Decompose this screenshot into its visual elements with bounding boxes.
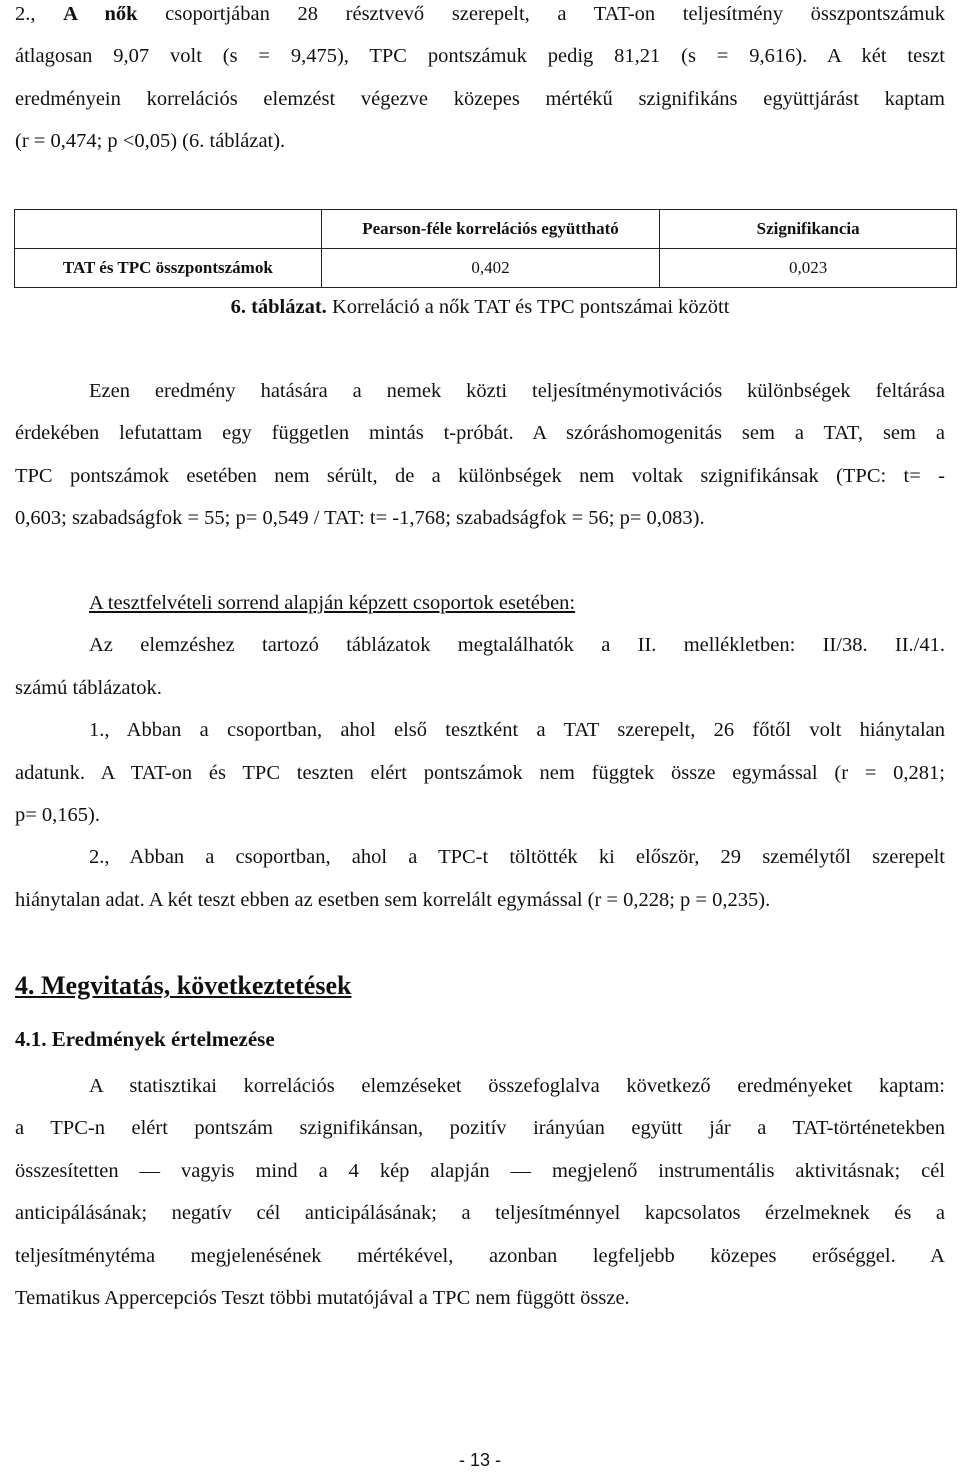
table-cell-pearson: 0,402 [321,249,660,288]
table-header-pearson: Pearson-féle korrelációs együttható [321,210,660,249]
paragraph-line: a TPC-n elért pontszám szignifikánsan, pozitív irányúan együtt jár a TAT-történetekben [15,1117,945,1140]
paragraph-line: 2., Abban a csoportban, ahol a TPC-t töltötték ki először, 29 személytől szerepelt [89,846,945,869]
table-header-significance: Szignifikancia [660,210,957,249]
table-row [15,249,957,288]
underlined-heading: A tesztfelvételi sorrend alapján képzett csoportok esetében: [89,592,576,614]
section-heading: 4. Megvitatás, következtetések [15,971,352,1000]
page-number: - 13 - [458,1450,501,1470]
paragraph-line: Ezen eredmény hatására a nemek közti teljesítménymotivációs különbségek feltárása [89,380,945,402]
item-number: 2., [15,3,64,25]
group-label: A nők [63,3,138,25]
paragraph-line: teljesítménytéma megjelenésének mértékével, azonban legfeljebb közepes erőséggel. A [15,1244,945,1267]
text-segment: csoportjában 28 résztvevő szerepelt, a TAT-on teljesítmény összpontszámuk [137,3,945,25]
paragraph-line: adatunk. A TAT-on és TPC teszten elért pontszámok nem függtek össze egymással (r = 0,281; [15,761,945,784]
paragraph-interpretation [15,1065,945,1319]
paragraph-line: átlagosan 9,07 volt (s = 9,475), TPC pontszámuk pedig 81,21 (s = 9,616). A két teszt [15,45,945,68]
paragraph-line: (r = 0,474; p <0,05) (6. táblázat). [15,130,286,153]
paragraph-line: 1., Abban a csoportban, ahol első tesztként a TAT szerepelt, 26 főtől volt hiánytalan [89,719,945,742]
table-row-label: TAT és TPC összpontszámok [15,249,322,288]
paragraph-line [15,582,945,624]
table-caption [0,292,960,322]
paragraph-line: Az elemzéshez tartozó táblázatok megtalálhatók a II. mellékletben: II/38. II./41. [89,634,945,657]
table-cell-significance: 0,023 [660,249,957,288]
correlation-table [14,209,957,288]
paragraph-line: TPC pontszámok esetében nem sérült, de a különbségek nem voltak szignifikánsak (TPC: t= - [15,464,945,487]
paragraph-line: eredményein korrelációs elemzést végezve közepes mértékű szignifikáns együttjárást kaptam [15,87,945,110]
caption-label: 6. táblázat. [230,296,327,318]
paragraph-line: Tematikus Appercepciós Teszt többi mutatójával a TPC nem függött össze. [15,1286,630,1309]
paragraph-line: p= 0,165). [15,803,101,826]
paragraph-line: hiánytalan adat. A két teszt ebben az esetben sem korrelált egymással (r = 0,228; p = 0,235). [15,888,771,911]
paragraph-women-results [15,0,945,163]
table-header-row [15,210,957,249]
paragraph-line [15,0,945,35]
paragraph-line: A statisztikai korrelációs elemzéseket összefoglalva következő eredményeket kaptam: [89,1075,945,1097]
paragraph-line: összesítetten — vagyis mind a 4 kép alapján — megjelenő instrumentális aktivitásnak; cél [15,1159,945,1182]
paragraph-line: 0,603; szabadságfok = 55; p= 0,549 / TAT: t= -1,768; szabadságfok = 56; p= 0,083). [15,507,705,530]
subsection-heading: 4.1. Eredmények értelmezése [15,1027,275,1051]
paragraph-ttest [15,370,945,540]
paragraph-line: anticipálásának; negatív cél anticipálásának; a teljesítménnyel kapcsolatos érzelmeknek és a [15,1202,945,1225]
paragraph-line: érdekében lefutattam egy független mintás t-próbát. A szóráshomogenitás sem a TAT, sem a [15,422,945,445]
table-header-empty [15,210,322,249]
caption-text: Korreláció a nők TAT és TPC pontszámai között [326,296,730,318]
paragraph-order-groups [15,582,945,921]
paragraph-line: számú táblázatok. [15,676,162,699]
